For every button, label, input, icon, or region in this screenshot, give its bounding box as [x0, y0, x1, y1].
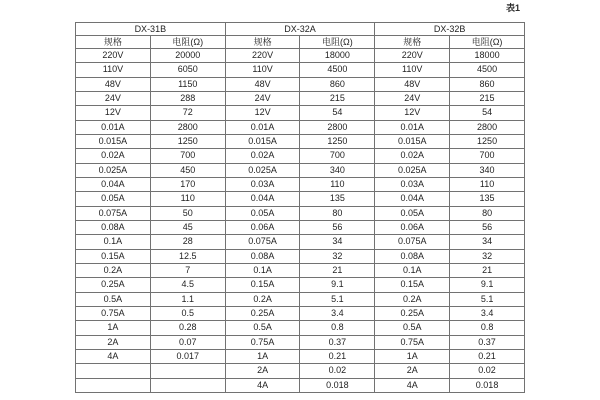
- table-cell: 0.017: [150, 349, 225, 363]
- table-cell: 0.08A: [76, 220, 151, 234]
- table-row: [76, 177, 525, 191]
- table-cell: 0.025A: [76, 163, 151, 177]
- table-row: [76, 364, 525, 378]
- table-cell: 0.75A: [375, 335, 450, 349]
- table-cell: 215: [450, 91, 525, 105]
- table-cell: 9.1: [450, 278, 525, 292]
- table-cell: 135: [300, 192, 375, 206]
- table-cell: 56: [450, 220, 525, 234]
- table-cell: 0.5A: [375, 321, 450, 335]
- table-row: [76, 278, 525, 292]
- col-header-resistance-3: 电阻(Ω): [450, 36, 525, 49]
- table-cell: 0.025A: [375, 163, 450, 177]
- group-header-dx31b: DX-31B: [76, 23, 226, 36]
- table-cell: 110: [300, 177, 375, 191]
- table-cell: 110V: [225, 63, 300, 77]
- table-cell: 0.1A: [225, 263, 300, 277]
- table-cell: 50: [150, 206, 225, 220]
- table-cell: 34: [450, 235, 525, 249]
- table-row: [76, 149, 525, 163]
- table-cell: 24V: [76, 91, 151, 105]
- table-cell: 0.08A: [375, 249, 450, 263]
- table-cell: [150, 364, 225, 378]
- table-cell: 32: [300, 249, 375, 263]
- table-cell: 1250: [150, 134, 225, 148]
- table-cell: 0.075A: [375, 235, 450, 249]
- table-cell: 80: [450, 206, 525, 220]
- table-cell: 48V: [76, 77, 151, 91]
- table-cell: 0.018: [450, 378, 525, 392]
- table-cell: 0.08A: [225, 249, 300, 263]
- table-row: [76, 263, 525, 277]
- table-cell: 0.075A: [76, 206, 151, 220]
- table-cell: 450: [150, 163, 225, 177]
- table-row: [76, 134, 525, 148]
- col-header-spec-2: 规格: [225, 36, 300, 49]
- table-cell: 2800: [150, 120, 225, 134]
- table-cell: 1A: [225, 349, 300, 363]
- table-row: [76, 306, 525, 320]
- table-cell: 12V: [76, 106, 151, 120]
- table-cell: 0.2A: [225, 292, 300, 306]
- table-cell: 860: [300, 77, 375, 91]
- table-cell: 0.37: [300, 335, 375, 349]
- table-cell: 110V: [76, 63, 151, 77]
- table-cell: 0.015A: [76, 134, 151, 148]
- table-cell: 0.075A: [225, 235, 300, 249]
- table-cell: 0.06A: [225, 220, 300, 234]
- table-cell: 0.2A: [375, 292, 450, 306]
- table-cell: 56: [300, 220, 375, 234]
- table-cell: 80: [300, 206, 375, 220]
- table-row: [76, 91, 525, 105]
- table-cell: 2A: [375, 364, 450, 378]
- table-cell: 0.1A: [76, 235, 151, 249]
- table-cell: 0.03A: [225, 177, 300, 191]
- table-cell: 0.06A: [375, 220, 450, 234]
- table-cell: 0.05A: [375, 206, 450, 220]
- table-cell: 4500: [450, 63, 525, 77]
- table-cell: 0.07: [150, 335, 225, 349]
- table-cell: 7: [150, 263, 225, 277]
- table-cell: 9.1: [300, 278, 375, 292]
- table-cell: 5.1: [300, 292, 375, 306]
- table-cell: 0.5A: [225, 321, 300, 335]
- table-cell: 1150: [150, 77, 225, 91]
- table-cell: 1250: [450, 134, 525, 148]
- table-cell: 220V: [76, 49, 151, 63]
- group-header-dx32b: DX-32B: [375, 23, 525, 36]
- table-cell: 0.8: [450, 321, 525, 335]
- table-row: [76, 235, 525, 249]
- table-cell: 3.4: [450, 306, 525, 320]
- table-cell: 0.02A: [375, 149, 450, 163]
- table-cell: 4.5: [150, 278, 225, 292]
- table-cell: 0.01A: [76, 120, 151, 134]
- table-cell: 54: [450, 106, 525, 120]
- table-cell: 0.8: [300, 321, 375, 335]
- col-header-resistance-1: 电阻(Ω): [150, 36, 225, 49]
- table-cell: 1A: [76, 321, 151, 335]
- table-cell: 5.1: [450, 292, 525, 306]
- table-cell: 12V: [225, 106, 300, 120]
- table-cell: 0.21: [300, 349, 375, 363]
- table-cell: 21: [300, 263, 375, 277]
- table-cell: 18000: [300, 49, 375, 63]
- table-cell: 4A: [225, 378, 300, 392]
- table-cell: 135: [450, 192, 525, 206]
- table-cell: [76, 378, 151, 392]
- table-cell: 170: [150, 177, 225, 191]
- table-cell: 0.03A: [375, 177, 450, 191]
- table-row: [76, 220, 525, 234]
- table-cell: 0.04A: [225, 192, 300, 206]
- table-row: [76, 249, 525, 263]
- table-cell: 0.01A: [225, 120, 300, 134]
- table-cell: 20000: [150, 49, 225, 63]
- table-cell: 0.75A: [76, 306, 151, 320]
- table-row: [76, 77, 525, 91]
- table-cell: 0.37: [450, 335, 525, 349]
- table-cell: 2A: [76, 335, 151, 349]
- table-cell: 860: [450, 77, 525, 91]
- table-cell: 215: [300, 91, 375, 105]
- relay-resistance-table: [75, 22, 525, 393]
- table-cell: 48V: [225, 77, 300, 91]
- table-cell: 3.4: [300, 306, 375, 320]
- table-cell: [150, 378, 225, 392]
- table-cell: 700: [150, 149, 225, 163]
- col-header-spec-1: 规格: [76, 36, 151, 49]
- table-row: [76, 321, 525, 335]
- table-cell: 1250: [300, 134, 375, 148]
- table-cell: 24V: [225, 91, 300, 105]
- table-cell: 0.015A: [225, 134, 300, 148]
- table-cell: 0.15A: [225, 278, 300, 292]
- table-cell: 18000: [450, 49, 525, 63]
- table-cell: 0.04A: [76, 177, 151, 191]
- table-cell: 0.04A: [375, 192, 450, 206]
- table-cell: 0.15A: [375, 278, 450, 292]
- table-row: [76, 63, 525, 77]
- table-row: [76, 206, 525, 220]
- table-cell: 2800: [300, 120, 375, 134]
- table-cell: 0.2A: [76, 263, 151, 277]
- table-cell: 0.02: [300, 364, 375, 378]
- table-cell: 0.1A: [375, 263, 450, 277]
- table-cell: 21: [450, 263, 525, 277]
- table-row: [76, 335, 525, 349]
- table-row: [76, 292, 525, 306]
- table-cell: 4A: [76, 349, 151, 363]
- table-cell: 32: [450, 249, 525, 263]
- table-cell: 0.02A: [225, 149, 300, 163]
- table-cell: 54: [300, 106, 375, 120]
- table-cell: 700: [300, 149, 375, 163]
- table-cell: 340: [300, 163, 375, 177]
- table-cell: 288: [150, 91, 225, 105]
- column-header-row: [76, 36, 525, 49]
- table-cell: 110: [450, 177, 525, 191]
- table-caption: 表1: [505, 3, 520, 13]
- table-cell: 220V: [375, 49, 450, 63]
- table-cell: 0.25A: [375, 306, 450, 320]
- table-cell: [76, 364, 151, 378]
- group-header-row: [76, 23, 525, 36]
- table-head: [76, 23, 525, 49]
- table-cell: 0.018: [300, 378, 375, 392]
- table-cell: 110: [150, 192, 225, 206]
- table-cell: 0.015A: [375, 134, 450, 148]
- group-header-dx32a: DX-32A: [225, 23, 375, 36]
- table-cell: 48V: [375, 77, 450, 91]
- table-cell: 700: [450, 149, 525, 163]
- col-header-resistance-2: 电阻(Ω): [300, 36, 375, 49]
- table-cell: 12V: [375, 106, 450, 120]
- table-row: [76, 192, 525, 206]
- table-cell: 28: [150, 235, 225, 249]
- table-cell: 0.21: [450, 349, 525, 363]
- table-cell: 4A: [375, 378, 450, 392]
- table-cell: 0.5A: [76, 292, 151, 306]
- table-cell: 0.25A: [225, 306, 300, 320]
- table-cell: 0.02: [450, 364, 525, 378]
- table-cell: 0.5: [150, 306, 225, 320]
- table-cell: 0.02A: [76, 149, 151, 163]
- table-cell: 24V: [375, 91, 450, 105]
- table-cell: 2A: [225, 364, 300, 378]
- table-body: [76, 49, 525, 393]
- table-cell: 340: [450, 163, 525, 177]
- table-cell: 0.75A: [225, 335, 300, 349]
- table-cell: 0.025A: [225, 163, 300, 177]
- table-row: [76, 120, 525, 134]
- table-cell: 0.01A: [375, 120, 450, 134]
- table-cell: 45: [150, 220, 225, 234]
- table-cell: 110V: [375, 63, 450, 77]
- col-header-spec-3: 规格: [375, 36, 450, 49]
- table-row: [76, 163, 525, 177]
- table-cell: 0.15A: [76, 249, 151, 263]
- table-cell: 12.5: [150, 249, 225, 263]
- table-cell: 1A: [375, 349, 450, 363]
- table-row: [76, 378, 525, 392]
- table-cell: 0.05A: [225, 206, 300, 220]
- table-cell: 34: [300, 235, 375, 249]
- table-cell: 1.1: [150, 292, 225, 306]
- table-row: [76, 349, 525, 363]
- table-cell: 0.05A: [76, 192, 151, 206]
- table-cell: 6050: [150, 63, 225, 77]
- table-cell: 220V: [225, 49, 300, 63]
- table-cell: 2800: [450, 120, 525, 134]
- table-cell: 0.28: [150, 321, 225, 335]
- table-cell: 72: [150, 106, 225, 120]
- table-row: [76, 106, 525, 120]
- table-cell: 0.25A: [76, 278, 151, 292]
- table-row: [76, 49, 525, 63]
- table-cell: 4500: [300, 63, 375, 77]
